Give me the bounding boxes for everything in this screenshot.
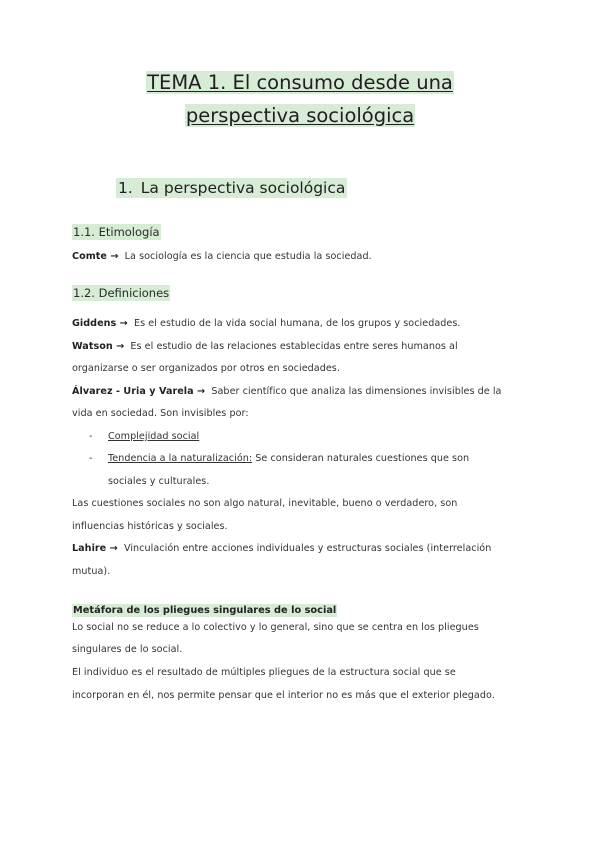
alvarez-line-2: vida en sociedad. Son invisibles por: [72,408,249,419]
document-title-line-2 [0,105,600,127]
section-1-heading [116,177,347,199]
paragraph-line-2: influencias históricas y sociales. [72,521,228,532]
comte-author: Comte → [72,251,119,262]
title-text-1: TEMA 1. El consumo desde una [147,71,453,94]
bullet-item-2: Tendencia a la naturalización: Se consideran naturales cuestiones que son [108,453,470,464]
watson-line-2: organizarse o ser organizados por otros en sociedades. [72,363,340,374]
bullet-dash-1: - [89,431,93,442]
lahire-author: Lahire → [72,543,118,554]
section-1-number: 1. [118,179,133,197]
title-text-2: perspectiva sociológica [185,104,415,127]
bullet-item-1: Complejidad social [108,431,200,442]
alvarez-author: Álvarez - Uria y Varela → [72,386,206,397]
subsection-1-1-heading: 1.1. Etimología [73,225,160,239]
giddens-line: Giddens → Es el estudio de la vida social humana, de los grupos y sociedades. [72,318,461,329]
watson-author: Watson → [72,341,125,352]
alvarez-line: Álvarez - Uria y Varela → Saber científico que analiza las dimensiones invisibles de la [72,386,502,397]
bullet-item-2-cont: sociales y culturales. [108,476,210,487]
paragraph-line-1: Las cuestiones sociales no son algo natural, inevitable, bueno o verdadero, son [72,498,458,509]
section-1-label: La perspectiva sociológica [140,179,346,197]
subsection-1-2-heading: 1.2. Definiciones [73,286,170,300]
metaphor-line-3: El individuo es el resultado de múltiples pliegues de la estructura social que se [72,667,456,678]
metaphor-line-4: incorporan en él, nos permite pensar que el interior no es más que el exterior plegado. [72,690,495,701]
metaphor-line-2: singulares de lo social. [72,644,183,655]
comte-text: La sociología es la ciencia que estudia la sociedad. [124,251,372,262]
watson-line: Watson → Es el estudio de las relaciones establecidas entre seres humanos al [72,341,458,352]
giddens-author: Giddens → [72,318,128,329]
bullet-dash-2: - [89,453,93,464]
document-title-line-1 [0,72,600,94]
lahire-line-2: mutua). [72,566,111,577]
comte-line [72,250,552,264]
metaphor-heading: Metáfora de los pliegues singulares de lo social [73,605,337,616]
lahire-line: Lahire → Vinculación entre acciones individuales y estructuras sociales (interrelación [72,543,492,554]
metaphor-line-1: Lo social no se reduce a lo colectivo y lo general, sino que se centra en los pliegues [72,622,479,633]
